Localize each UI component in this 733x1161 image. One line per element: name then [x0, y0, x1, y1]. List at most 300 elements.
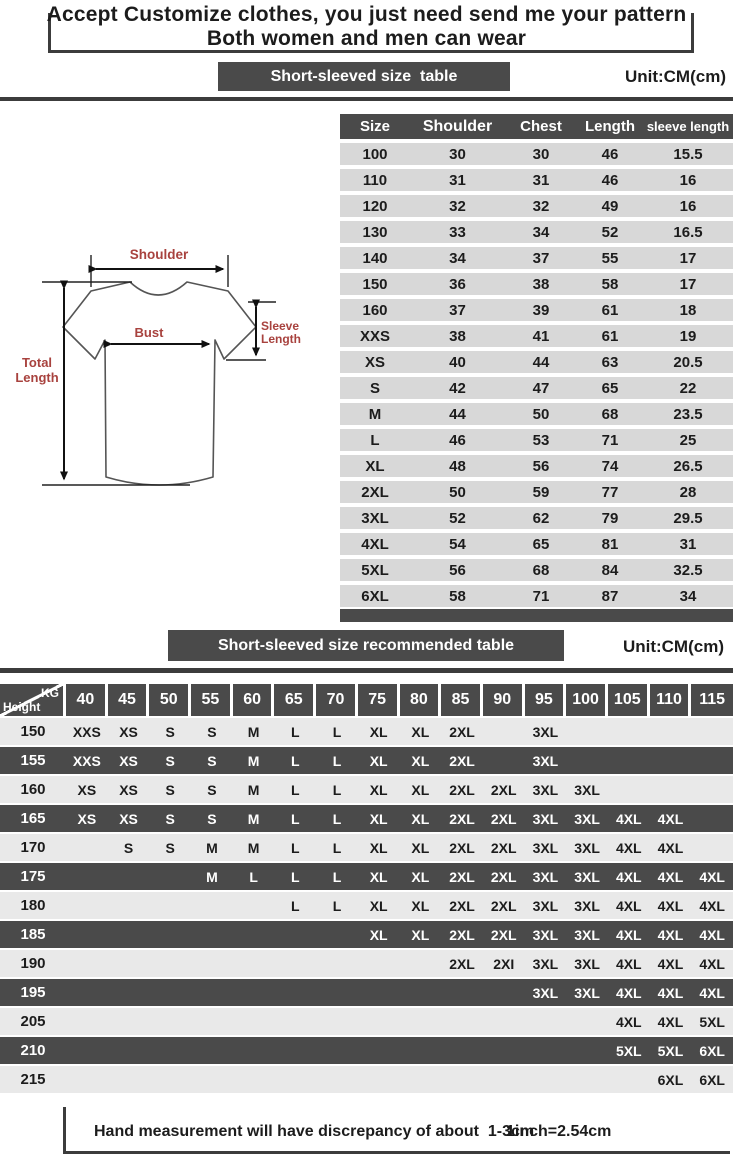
value-cell: 4XL [608, 950, 650, 977]
total-length-label-line2: Length [15, 370, 59, 385]
table-row [340, 403, 733, 425]
value-cell: 2XL [441, 805, 483, 832]
value-cell [108, 1066, 150, 1093]
value-cell [108, 921, 150, 948]
row-header-cell: 160 [0, 776, 66, 803]
value-cell: 68 [577, 403, 643, 425]
row-header-cell: 3XL [340, 507, 410, 529]
row-header-cell: 2XL [340, 481, 410, 503]
value-cell [274, 1008, 316, 1035]
table-row [340, 195, 733, 217]
value-cell: 25 [643, 429, 733, 451]
value-cell [525, 1008, 567, 1035]
value-cell: 34 [505, 221, 577, 243]
col-header-chest: Chest [505, 114, 577, 139]
table-row [340, 429, 733, 451]
value-cell: M [233, 718, 275, 745]
weight-col-header: 90 [483, 684, 525, 716]
value-cell [691, 834, 733, 861]
table-row [340, 481, 733, 503]
value-cell: 55 [577, 247, 643, 269]
row-header-cell: 5XL [340, 559, 410, 581]
value-cell: 44 [410, 403, 505, 425]
value-cell: M [191, 863, 233, 890]
value-cell: XL [358, 834, 400, 861]
value-cell: 3XL [566, 805, 608, 832]
value-cell [691, 805, 733, 832]
value-cell [108, 892, 150, 919]
value-cell: XL [358, 921, 400, 948]
value-cell: XS [66, 805, 108, 832]
table-row [0, 863, 733, 890]
value-cell [525, 1037, 567, 1064]
value-cell: 33 [410, 221, 505, 243]
value-cell: L [316, 718, 358, 745]
row-header-cell: 170 [0, 834, 66, 861]
value-cell [66, 950, 108, 977]
table-row [340, 143, 733, 165]
value-cell [149, 892, 191, 919]
value-cell [191, 892, 233, 919]
value-cell: L [274, 718, 316, 745]
size-table [340, 110, 733, 611]
value-cell [566, 1008, 608, 1035]
value-cell: S [191, 718, 233, 745]
value-cell: XL [358, 805, 400, 832]
size-table-header-row [340, 114, 733, 139]
value-cell: 4XL [608, 863, 650, 890]
row-header-cell: XXS [340, 325, 410, 347]
value-cell: 2XL [483, 892, 525, 919]
value-cell: 53 [505, 429, 577, 451]
row-header-cell: 155 [0, 747, 66, 774]
value-cell: 2XL [441, 718, 483, 745]
value-cell: 4XL [608, 834, 650, 861]
weight-col-header: 60 [233, 684, 275, 716]
value-cell [274, 1066, 316, 1093]
value-cell: 3XL [525, 921, 567, 948]
value-cell [233, 892, 275, 919]
value-cell [483, 718, 525, 745]
value-cell: 4XL [650, 950, 692, 977]
table-row [0, 805, 733, 832]
value-cell [108, 950, 150, 977]
col-header-sleeve-length: sleeve length [643, 114, 733, 139]
weight-col-header: 70 [316, 684, 358, 716]
value-cell [274, 921, 316, 948]
page-title-line1: Accept Customize clothes, you just need send me your pattern [46, 3, 687, 26]
value-cell: 3XL [566, 892, 608, 919]
recommended-size-table [0, 682, 733, 1095]
value-cell [233, 979, 275, 1006]
value-cell: 46 [577, 143, 643, 165]
value-cell [400, 1037, 442, 1064]
value-cell: 32 [410, 195, 505, 217]
total-length-label-line1: Total [21, 355, 53, 370]
table-row [340, 273, 733, 295]
value-cell: 5XL [691, 1008, 733, 1035]
value-cell: 41 [505, 325, 577, 347]
value-cell: 46 [577, 169, 643, 191]
weight-col-header: 55 [191, 684, 233, 716]
value-cell: XS [66, 776, 108, 803]
value-cell: 4XL [691, 863, 733, 890]
value-cell [566, 747, 608, 774]
value-cell [650, 718, 692, 745]
value-cell: 52 [410, 507, 505, 529]
value-cell: 74 [577, 455, 643, 477]
value-cell: 30 [410, 143, 505, 165]
col-header-size: Size [340, 114, 410, 139]
table-row [0, 1008, 733, 1035]
value-cell: 3XL [566, 863, 608, 890]
table-row [340, 299, 733, 321]
row-header-cell: XS [340, 351, 410, 373]
value-cell: 3XL [566, 979, 608, 1006]
value-cell [66, 834, 108, 861]
table-row [340, 247, 733, 269]
value-cell: M [233, 834, 275, 861]
value-cell: L [316, 892, 358, 919]
value-cell: L [316, 863, 358, 890]
value-cell: 4XL [608, 921, 650, 948]
table-row [340, 351, 733, 373]
value-cell [650, 776, 692, 803]
table-row [0, 747, 733, 774]
value-cell: 4XL [650, 805, 692, 832]
value-cell [149, 979, 191, 1006]
value-cell: 3XL [525, 805, 567, 832]
value-cell: 2XL [483, 834, 525, 861]
value-cell: 61 [577, 299, 643, 321]
value-cell: 71 [577, 429, 643, 451]
value-cell [191, 1066, 233, 1093]
value-cell: S [149, 776, 191, 803]
value-cell: 28 [643, 481, 733, 503]
value-cell [316, 921, 358, 948]
value-cell: 68 [505, 559, 577, 581]
row-header-cell: M [340, 403, 410, 425]
value-cell [108, 1037, 150, 1064]
value-cell [66, 892, 108, 919]
value-cell [483, 979, 525, 1006]
value-cell [66, 1008, 108, 1035]
value-cell: 63 [577, 351, 643, 373]
value-cell: 3XL [525, 834, 567, 861]
value-cell: 3XL [566, 834, 608, 861]
row-header-cell: 190 [0, 950, 66, 977]
value-cell: XS [108, 805, 150, 832]
value-cell [441, 1008, 483, 1035]
value-cell: 5XL [650, 1037, 692, 1064]
divider-line [0, 668, 733, 673]
value-cell: 32.5 [643, 559, 733, 581]
value-cell: 61 [577, 325, 643, 347]
value-cell [149, 863, 191, 890]
value-cell: 2XL [441, 950, 483, 977]
value-cell: XS [108, 776, 150, 803]
value-cell [691, 776, 733, 803]
row-header-cell: 130 [340, 221, 410, 243]
size-table-end-bar [340, 609, 733, 622]
value-cell: 44 [505, 351, 577, 373]
footer-note-frame [63, 1107, 730, 1154]
value-cell: 71 [505, 585, 577, 607]
value-cell [608, 776, 650, 803]
value-cell: 15.5 [643, 143, 733, 165]
value-cell: 29.5 [643, 507, 733, 529]
value-cell [358, 1066, 400, 1093]
value-cell [316, 1008, 358, 1035]
table-row [340, 533, 733, 555]
value-cell [483, 1037, 525, 1064]
weight-col-header: 95 [525, 684, 567, 716]
value-cell [400, 950, 442, 977]
weight-col-header: 105 [608, 684, 650, 716]
value-cell: 23.5 [643, 403, 733, 425]
value-cell [483, 1008, 525, 1035]
value-cell: S [108, 834, 150, 861]
value-cell [358, 1037, 400, 1064]
value-cell: L [233, 863, 275, 890]
value-cell: 17 [643, 247, 733, 269]
value-cell [316, 1037, 358, 1064]
value-cell: 77 [577, 481, 643, 503]
value-cell: L [274, 863, 316, 890]
value-cell [358, 950, 400, 977]
col-header-length: Length [577, 114, 643, 139]
value-cell: 40 [410, 351, 505, 373]
sleeve-length-label-line2: Length [261, 332, 301, 346]
value-cell [400, 1008, 442, 1035]
value-cell: L [316, 834, 358, 861]
value-cell: 37 [505, 247, 577, 269]
value-cell [149, 1037, 191, 1064]
tshirt-outline [63, 282, 256, 485]
value-cell: XXS [66, 718, 108, 745]
value-cell: 49 [577, 195, 643, 217]
value-cell [191, 921, 233, 948]
value-cell [441, 1066, 483, 1093]
value-cell: XL [400, 718, 442, 745]
value-cell [566, 1066, 608, 1093]
value-cell: 4XL [608, 979, 650, 1006]
value-cell: L [274, 834, 316, 861]
value-cell [274, 950, 316, 977]
value-cell: 4XL [608, 805, 650, 832]
value-cell: 38 [505, 273, 577, 295]
value-cell: 2XL [483, 921, 525, 948]
value-cell [233, 1008, 275, 1035]
recommended-table-unit-label: Unit:CM(cm) [622, 637, 724, 656]
table-row [0, 834, 733, 861]
value-cell: 87 [577, 585, 643, 607]
value-cell: L [274, 805, 316, 832]
value-cell: 3XL [525, 863, 567, 890]
value-cell: 16 [643, 195, 733, 217]
value-cell: 62 [505, 507, 577, 529]
value-cell [483, 747, 525, 774]
value-cell [149, 950, 191, 977]
row-header-cell: L [340, 429, 410, 451]
corner-height-label: Height [3, 700, 41, 714]
value-cell: M [233, 776, 275, 803]
value-cell: 4XL [691, 950, 733, 977]
table-row [340, 585, 733, 607]
value-cell: XL [358, 718, 400, 745]
value-cell: XL [400, 747, 442, 774]
value-cell [66, 921, 108, 948]
row-header-cell: 215 [0, 1066, 66, 1093]
size-table-unit-label: Unit:CM(cm) [624, 67, 726, 86]
value-cell: 34 [410, 247, 505, 269]
row-header-cell: 210 [0, 1037, 66, 1064]
value-cell: 4XL [650, 863, 692, 890]
value-cell [441, 1037, 483, 1064]
measurement-note: Hand measurement will have discrepancy of about 1-3cm [94, 1123, 535, 1140]
value-cell: S [149, 834, 191, 861]
value-cell: 52 [577, 221, 643, 243]
value-cell: L [316, 747, 358, 774]
value-cell: 20.5 [643, 351, 733, 373]
value-cell: 4XL [608, 1008, 650, 1035]
inch-conversion-note: 1inch=2.54cm [506, 1123, 612, 1140]
value-cell: 2XL [441, 834, 483, 861]
value-cell: 84 [577, 559, 643, 581]
table-row [340, 221, 733, 243]
value-cell [233, 1066, 275, 1093]
value-cell: L [274, 892, 316, 919]
row-header-cell: 175 [0, 863, 66, 890]
value-cell: 36 [410, 273, 505, 295]
value-cell: L [316, 776, 358, 803]
row-header-cell: 165 [0, 805, 66, 832]
value-cell: 50 [410, 481, 505, 503]
value-cell: 65 [505, 533, 577, 555]
value-cell: XL [358, 776, 400, 803]
value-cell: 38 [410, 325, 505, 347]
table-row [340, 455, 733, 477]
value-cell: S [191, 747, 233, 774]
value-cell [108, 1008, 150, 1035]
value-cell [191, 1008, 233, 1035]
row-header-cell: 205 [0, 1008, 66, 1035]
value-cell: 65 [577, 377, 643, 399]
value-cell [650, 747, 692, 774]
value-cell: XL [400, 834, 442, 861]
value-cell: 2XL [441, 863, 483, 890]
value-cell: 3XL [525, 718, 567, 745]
value-cell: XL [400, 892, 442, 919]
value-cell [608, 747, 650, 774]
value-cell: 6XL [691, 1066, 733, 1093]
value-cell [566, 1037, 608, 1064]
row-header-cell: 150 [0, 718, 66, 745]
row-header-cell: 100 [340, 143, 410, 165]
value-cell: 31 [410, 169, 505, 191]
value-cell: 2XL [441, 892, 483, 919]
value-cell: L [274, 747, 316, 774]
value-cell [358, 979, 400, 1006]
weight-col-header: 110 [650, 684, 692, 716]
value-cell: 3XL [525, 892, 567, 919]
row-header-cell: 180 [0, 892, 66, 919]
row-header-cell: 110 [340, 169, 410, 191]
value-cell: 4XL [650, 892, 692, 919]
value-cell [149, 1008, 191, 1035]
bust-label: Bust [134, 325, 164, 340]
value-cell: 3XL [525, 747, 567, 774]
value-cell: 16.5 [643, 221, 733, 243]
value-cell [441, 979, 483, 1006]
weight-col-header: 85 [441, 684, 483, 716]
value-cell: 79 [577, 507, 643, 529]
value-cell [400, 979, 442, 1006]
table-row [0, 1066, 733, 1093]
row-header-cell: 195 [0, 979, 66, 1006]
value-cell: 2XL [483, 805, 525, 832]
value-cell: 58 [410, 585, 505, 607]
value-cell: XL [358, 863, 400, 890]
value-cell: S [149, 718, 191, 745]
table-row [0, 921, 733, 948]
value-cell: 37 [410, 299, 505, 321]
sleeve-length-label-line1: Sleeve [261, 319, 300, 333]
value-cell [608, 718, 650, 745]
value-cell: 3XL [525, 979, 567, 1006]
value-cell: 56 [410, 559, 505, 581]
value-cell: 2XL [441, 776, 483, 803]
table-row [340, 377, 733, 399]
value-cell: 81 [577, 533, 643, 555]
value-cell: 34 [643, 585, 733, 607]
divider-line [0, 97, 733, 101]
value-cell: 26.5 [643, 455, 733, 477]
value-cell [525, 1066, 567, 1093]
table-row [340, 325, 733, 347]
value-cell [566, 718, 608, 745]
value-cell [233, 950, 275, 977]
tshirt-measurement-diagram [2, 230, 344, 504]
value-cell [66, 979, 108, 1006]
value-cell: 4XL [691, 979, 733, 1006]
value-cell: 58 [577, 273, 643, 295]
table-row [340, 507, 733, 529]
value-cell: 18 [643, 299, 733, 321]
value-cell: S [149, 747, 191, 774]
row-header-cell: 140 [340, 247, 410, 269]
value-cell: 19 [643, 325, 733, 347]
value-cell [316, 979, 358, 1006]
value-cell [108, 863, 150, 890]
weight-col-header: 75 [358, 684, 400, 716]
value-cell: 6XL [650, 1066, 692, 1093]
row-header-cell: 185 [0, 921, 66, 948]
value-cell: 5XL [608, 1037, 650, 1064]
row-header-cell: 160 [340, 299, 410, 321]
value-cell: M [233, 747, 275, 774]
value-cell: 4XL [650, 1008, 692, 1035]
value-cell: XS [108, 718, 150, 745]
value-cell [191, 950, 233, 977]
value-cell [149, 1066, 191, 1093]
value-cell [191, 979, 233, 1006]
weight-col-header: 40 [66, 684, 108, 716]
value-cell: 46 [410, 429, 505, 451]
value-cell: 3XL [525, 776, 567, 803]
table-row [0, 950, 733, 977]
value-cell: 39 [505, 299, 577, 321]
